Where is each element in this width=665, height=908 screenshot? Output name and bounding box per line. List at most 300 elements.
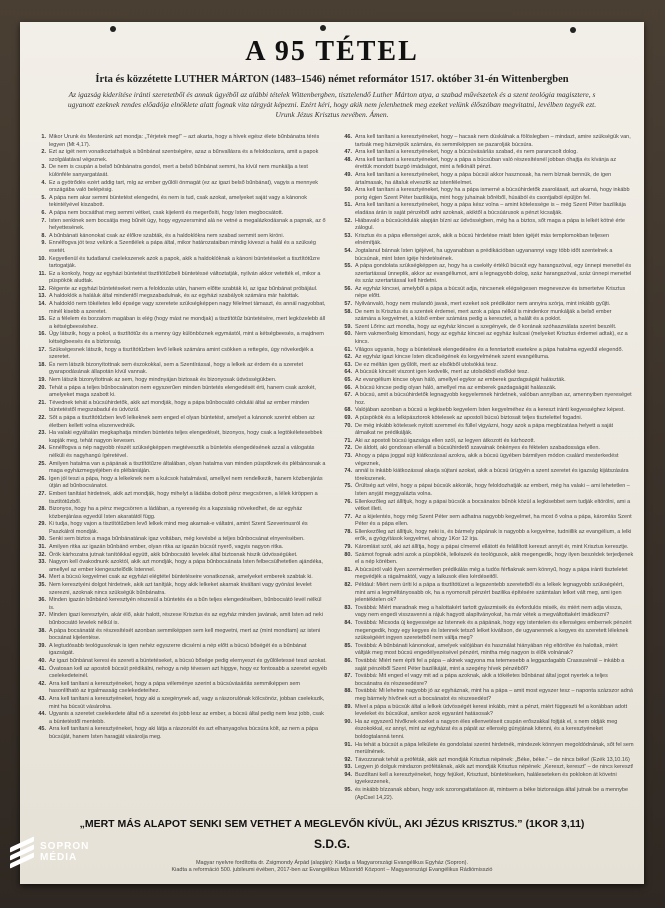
thesis-text: Minden igazán bűnbánó keresztyén részesül a büntetés és a bűn teljes elengedésében, bűnbocsátó levél nélkül is. — [49, 597, 322, 611]
thesis-number: 21. — [38, 399, 46, 406]
thesis-text: Arra kell tanítani a keresztyéneket, hogy ha a pápa ismerné a búcsúhirdetők zsarolásait, azt akarná, hogy inkább porig égjen Szent Péter bazilikája, mint hogy juhainak bőréből, húsából és csontjaiból épüljön fel. — [355, 187, 630, 201]
thesis-item — [338, 233, 634, 248]
thesis-number: 67. — [344, 392, 352, 399]
thesis-item — [338, 286, 634, 301]
thesis-number: 43. — [38, 695, 46, 702]
thesis-item — [338, 218, 634, 233]
thesis-item — [338, 453, 634, 468]
thesis-number: 84. — [344, 620, 352, 626]
thesis-text: Amilyen ritka az igazán bűnbánó ember, olyan ritka az igazán búcsút nyerő, vagyis nagyon ritka. — [49, 544, 284, 551]
thesis-text: Szent Lőrinc azt mondta, hogy az egyház kincsei a szegények, de ő korának szóhasználata szerint beszélt. — [355, 323, 617, 330]
thesis-number: 35. — [38, 582, 46, 589]
thesis-text: Nem keresztyéni dolgot hirdetnek, akik azt tanítják, hogy akik lelkeket akarnak kiváltani vagy gyónási levelet szerezni, azoknak nincs szükségük bűnbánatra. — [49, 582, 312, 596]
thesis-number: 63. — [344, 361, 352, 368]
thesis-text: De áldott, aki gondosan ellenáll a búcsúhirdető szavainak önkényes és féktelen szabadossága ellen. — [355, 445, 600, 452]
thesis-number: 14. — [38, 301, 46, 308]
thesis-item — [32, 658, 328, 666]
thesis-item — [338, 301, 634, 309]
thesis-text: A pápa nem bocsáthat meg semmi vétket, csak kijelenti és megerősíti, hogy Isten megbocsátott. — [49, 209, 284, 216]
thesis-text: Aki az apostoli búcsú igazsága ellen szól, az legyen átkozott és kárhozott. — [355, 437, 536, 444]
thesis-item — [338, 620, 634, 643]
thesis-text: A búcsúk kincsét viszont igen kedvelik, mert az utolsókból elsőkké tesz. — [355, 369, 529, 376]
thesis-item — [338, 248, 634, 263]
thesis-item — [32, 476, 328, 491]
thesis-number: 17. — [38, 346, 46, 353]
thesis-number: 77. — [344, 513, 352, 520]
thesis-item — [338, 347, 634, 355]
thesis-item — [32, 271, 328, 286]
thesis-item — [32, 559, 328, 574]
thesis-item — [338, 704, 634, 719]
thesis-text: És nem látszik bizonyítottnak sem észokokkal, sem a Szentírással, hogy a lelkek az érdem és a szeretet gyarapodásának állapotán kívül vannak. — [49, 361, 304, 376]
thesis-item — [32, 612, 328, 627]
pin-icon — [110, 26, 116, 32]
thesis-number: 5. — [41, 194, 46, 201]
thesis-item — [338, 719, 634, 742]
thesis-number: 2. — [41, 149, 46, 156]
thesis-number: 56. — [344, 285, 352, 292]
thesis-number: 46. — [344, 134, 352, 140]
thesis-number: 19. — [38, 377, 46, 383]
footer-line: Magyar nyelvre fordította dr. Zsigmondy Árpád (alapján): Kiadja a Magyarországi Evangélikus Egyház (Sopron). — [195, 860, 469, 866]
thesis-text: Az evangélium kincse olyan háló, amellyel egykor az emberek gazdagságát halászták. — [355, 377, 566, 383]
thesis-text: Hiábavaló a búcsúcédulák alapján bízni az üdvösségben, még ha a biztos, sőt maga a pápa is lelkét kötné érte zálogul. — [355, 217, 625, 232]
thesis-text: A püspökök és a lelkipásztorok kötelesek az apostoli búcsú biztosait teljes tisztelettel fogadni. — [355, 414, 583, 421]
thesis-text: Szükségesnek látszik, hogy a tisztítótűzben levő lelkek számára amint csökken a rettegés, úgy növekedjék a szeretet. — [49, 346, 314, 361]
thesis-number: 53. — [344, 232, 352, 239]
thesis-number: 78. — [344, 528, 352, 535]
thesis-text: Nyilvánvaló, hogy nem mulandó javak, mert ezeket sok prédikátor nem annyira szórja, mint inkább gyűjti. — [355, 301, 611, 308]
thesis-item — [32, 286, 328, 294]
thesis-item — [338, 354, 634, 362]
thesis-item — [338, 544, 634, 552]
thesis-number: 61. — [344, 346, 352, 353]
thesis-number: 50. — [344, 187, 352, 194]
thesis-item — [338, 643, 634, 658]
thesis-number: 83. — [344, 604, 352, 611]
thesis-number: 3. — [41, 164, 46, 171]
thesis-number: 10. — [38, 255, 46, 262]
thesis-item — [32, 195, 328, 210]
thesis-number: 52. — [344, 217, 352, 224]
thesis-number: 92. — [344, 756, 352, 763]
thesis-number: 55. — [344, 263, 352, 270]
thesis-text: Arra kell tanítani a keresztyéneket, hogy aki látja a rászorulót és azt elhanyagolva búcsúra költ, az nem a pápa búcsúját, hanem Isten haragját vásárolja meg. — [49, 726, 319, 740]
thesis-number: 81. — [344, 566, 352, 573]
thesis-text: A búcsú kincse pedig olyan háló, amellyel ma az emberek gazdagságát halásszák. — [355, 384, 557, 391]
thesis-text: De még inkább kötelesek nyitott szemmel és füllel vigyázni, hogy azok a pápa megbízatása helyett a saját álmaikat ne prédikálják. — [355, 422, 614, 437]
thesis-item — [338, 567, 634, 582]
thesis-text: A haldoklók a haláluk által mindentől megszabadulnak, és az egyházi szabályok számára már halottak. — [49, 293, 300, 300]
thesis-item — [32, 362, 328, 377]
thesis-item — [32, 681, 328, 696]
thesis-number: 85. — [344, 642, 352, 649]
thesis-text: De nem is Krisztus és a szentek érdemei, mert azok a pápa nélkül is mindenkor munkálják a belső ember számára a kegyelmet, a külső ember számára pedig a keresztet, a halált és a poklot. — [355, 308, 612, 323]
poster-intro: Az igazság kiderítése iránti szeretetből és annak ügyéből az alábbi tételek Wittenbergben, tisztelendő Luther Márton atya, a szabad művészetek és a szent teológia magisztere, s ugyanott ezeknek rendes előadója elnöklete alatt fognak vita tárgyát képezni. Ezért kéri, hogy akik nem jelenhetnek meg ezeket velünk élőszóban megvitatni, levélben tegyék ezt. Urunk Jézus Krisztus nevében. Ámen. — [67, 90, 597, 119]
thesis-item — [32, 180, 328, 195]
thesis-item — [338, 688, 634, 703]
thesis-text: Arra kell tanítani a keresztyéneket, hogy a pápa kész volna – amint kötelessége is – még Szent Péter bazilikája eladása árán is saját pénzéből adni azoknak, akiktől a búcsúárusok a pénzt kicsalják. — [355, 202, 626, 216]
thesis-item — [338, 324, 634, 332]
thesis-item — [32, 293, 328, 301]
pin-icon — [570, 27, 576, 33]
thesis-item — [32, 233, 328, 241]
thesis-text: Ellenkezőleg azt állítjuk, hogy a pápai búcsúk a bocsánatos bűnök közül a legkisebbet sem tudják eltörölni, ami a vétket illeti. — [355, 498, 631, 513]
thesis-text: Az egyház kincsei, amelyből a pápa a búcsút adja, nincsenek elégségesen megnevezve és ismertetve Krisztus népe előtt. — [355, 285, 626, 300]
thesis-number: 24. — [38, 445, 46, 452]
thesis-text: Mivel a pápa a búcsúk által a lelkek üdvösségét keresi inkább, mint a pénzt, miért függeszti fel a korábban adott leveleket és búcsúkat, amikor azok egyaránt hatásosak? — [355, 703, 628, 718]
thesis-text: Távozzanak tehát a próféták, akik azt mondják Krisztus népének: „Béke, béke.” – de nincs béke! (Ezék 13,10.16) — [355, 756, 630, 763]
thesis-text: Arra kell tanítani a keresztyéneket, hogy – hacsak nem dúskálnak a fölöslegben – mindazt, amire szükségük van, tartsák meg háznépük számára, és semmiképpen se pazarolják búcsúra. — [355, 134, 631, 148]
thesis-text: annál is inkább kiátkozással akarja sújtani azokat, akik a búcsú ürügyén a szent szeretet és igazság kijátszására törekszenek. — [355, 468, 629, 482]
thesis-item — [338, 362, 634, 370]
thesis-item — [32, 506, 328, 521]
thesis-text: Ahogy a pápa joggal sújt kiátkozással azokra, akik a búcsú ügyében bármilyen módon csalárd mesterkedést végeznek, — [355, 452, 619, 467]
thesis-text: Káromlást szól, aki azt állítja, hogy a pápai címerrel ellátott és felállított kereszt annyit ér, mint Krisztus keresztje. — [355, 544, 629, 551]
thesis-number: 45. — [38, 726, 46, 733]
thesis-item — [32, 347, 328, 362]
thesis-text: Bizonyos, hogy ha a pénz megcsörren a ládában, a nyereség és a kapzsiság növekedhet, de az egyház közbenjárása egyedül Isten akaratától függ. — [49, 506, 303, 520]
thesis-number: 69. — [344, 414, 352, 421]
thesis-text: Például: Miért nem üríti ki a pápa a tisztítótüzet a legszentebb szeretetből és a lelkek legnagyobb szükségéért, mint ami a legméltányosabb ok, ha a nyomorult pénzért bazilika építésére számtalan lelket vált meg, ami igen jelentéktelen ok? — [355, 582, 624, 604]
sopron-media-logo-icon — [8, 838, 36, 866]
thesis-item — [32, 377, 328, 385]
thesis-number: 37. — [38, 612, 46, 619]
thesis-item — [338, 331, 634, 346]
thesis-text: Óvatosan kell az apostoli búcsút prédikálni, nehogy a nép tévesen azt higgye, hogy ez fontosabb a szeretet egyéb cselekedeteinél. — [49, 665, 327, 680]
thesis-text: Ennélfogva jót tesz velünk a Szentlélek a pápa által, mikor határozataiban mindig kiveszi a halál és a szükség esetét. — [49, 240, 316, 254]
logo-line: MÉDIA — [40, 852, 78, 863]
thesis-number: 73. — [344, 452, 352, 459]
thesis-item — [338, 764, 634, 772]
thesis-text: Sőt a pápa a tisztítótűzben levő lelkeknek sem enged el olyan büntetést, amelyet a kánonok szerint ebben az életben kellett volna elszenvedniük. — [49, 414, 315, 429]
thesis-text: Ez a félelem és borzalom magában is elég (hogy mást ne mondjak) a tisztítótűz büntetésére, mert legközelebb áll a kétségbeeséshez. — [49, 316, 326, 330]
thesis-number: 51. — [344, 202, 352, 209]
thesis-item — [338, 499, 634, 514]
thesis-text: A pápa bocsánatát és részesítését azonban semmiképpen sem kell megvetni, mert az (mint mondtam) az isteni bocsánat kijelentése. — [49, 627, 321, 642]
thesis-item — [338, 438, 634, 446]
thesis-text: Ki tudja, hogy vajon a tisztítótűzben levő lelkek mind meg akarnak-e váltatni, amint Szent Szeverinusról és Paszkálról mondják. — [49, 521, 308, 535]
thesis-item — [338, 552, 634, 567]
scripture-quote: „MERT MÁS ALAPOT SENKI SEM VETHET A MEGLEVŐN KÍVÜL, AKI JÉZUS KRISZTUS.” (1KOR 3,11) — [79, 818, 585, 830]
thesis-text: Tehát a pápa a teljes bűnbocsánaton nem egyszerűen minden büntetés elengedését érti, hanem csak azokét, amelyeket maga szabott ki. — [49, 384, 316, 399]
thesis-text: Nem vakmerőség kimondani, hogy az egyház kincsei az egyház kulcsai (melyeket Krisztus érdemei adtak), ez a kincs. — [355, 331, 628, 346]
thesis-item — [32, 582, 328, 597]
thesis-number: 95. — [344, 787, 352, 794]
thesis-number: 39. — [38, 642, 46, 649]
thesis-number: 65. — [344, 377, 352, 383]
thesis-text: Továbbá: Miért maradnak meg a halottakért tartott gyászmisék és évfordulós misék, és miért nem adja vissza, vagy nem engedi visszavenni a rájuk hagyott alapítványokat, ha már vétek a megváltottakért imádkozni? — [355, 604, 623, 619]
thesis-text: Ez a gyötrődés ezért addig tart, míg az ember gyűlöli önmagát (ez az igazi belső bűnbánat), vagyis a mennyek országába való belépésig. — [49, 179, 319, 194]
thesis-text: Számot fognak adni azok a püspökök, lelkészek és teológusok, akik megengedik, hogy ilyen beszédek terjedjenek el a nép körében. — [355, 551, 634, 566]
thesis-text: A pápa nem akar semmi büntetést elengedni, és nem is tud, csak azokat, amelyeket saját vagy a kánonok tekintélyével kiszabott. — [49, 194, 308, 209]
thesis-item — [338, 392, 634, 407]
thesis-number: 41. — [38, 665, 46, 672]
thesis-number: 90. — [344, 718, 352, 725]
logo-line: SOPRON — [40, 841, 90, 852]
thesis-item — [32, 385, 328, 400]
thesis-text: Az a kijelentés, hogy még Szent Péter sem adhatna nagyobb kegyelmet, ha most ő volna a pápa, káromlás Szent Péter és a pápa ellen. — [355, 513, 632, 528]
thesis-text: Az igazi bűnbánat keresi és szereti a büntetéseket, a búcsú bősége pedig elernyeszt és gyűlöletessé teszi azokat. — [49, 657, 327, 664]
thesis-number: 28. — [38, 506, 46, 513]
thesis-item — [338, 369, 634, 377]
thesis-text: Kegyetlenül és tudatlanul cselekszenek azok a papok, akik a haldoklóknak a kánoni büntetéseket a tisztítótűzre tartogatják. — [49, 255, 320, 270]
thesis-text: Jogtalanul bánnak Isten igéjével, ha ugyanabban a prédikációban ugyanannyi vagy több időt szentelnek a búcsúnak, mint Isten igéje hirdetésének. — [355, 247, 613, 262]
thesis-number: 89. — [344, 703, 352, 710]
thesis-item — [32, 536, 328, 544]
thesis-number: 9. — [41, 240, 46, 247]
thesis-number: 34. — [38, 574, 46, 581]
thesis-item — [32, 521, 328, 536]
theses-column-right — [338, 134, 634, 801]
thesis-text: Továbbá: A bűnbánati kánonokat, amelyek valójában és használat hiányában rég eltörölve és halottak, miért váltják meg most búcsú engedélyezésével pénzért, mintha még nagyon is élők volnának? — [355, 642, 618, 657]
thesis-item — [32, 666, 328, 681]
thesis-number: 11. — [38, 270, 46, 277]
thesis-text: Arra kell tanítani a keresztyéneket, hogy a pápa véleménye szerint a búcsúvásárlás semmiképpen sem hasonlítható az irgalmasság cselekedeteihez. — [49, 680, 300, 695]
thesis-item — [338, 149, 634, 157]
thesis-number: 88. — [344, 688, 352, 695]
thesis-item — [338, 423, 634, 438]
thesis-item — [32, 210, 328, 218]
poster-footer — [80, 860, 584, 874]
thesis-number: 33. — [38, 559, 46, 566]
thesis-item — [338, 483, 634, 498]
thesis-number: 93. — [344, 764, 352, 771]
thesis-item — [32, 628, 328, 643]
pin-icon — [320, 25, 326, 31]
thesis-text: Igen jól teszi a pápa, hogy a lelkeknek nem a kulcsok hatalmával, amellyel nem rendelkezik, hanem közbenjárás útján ad bűnbocsánatot. — [49, 475, 323, 490]
thesis-item — [32, 711, 328, 726]
thesis-text: A búcsúról való ilyen szemérmetlen prédikálás még a tudós férfiaknak sem könnyű, hogy a pápa iránti tiszteletet megvédjék a rágalmaktól, vagy a laikusok éles kérdéseitől. — [355, 566, 628, 581]
thesis-number: 20. — [38, 384, 46, 391]
thesis-number: 58. — [344, 308, 352, 315]
thesis-number: 16. — [38, 331, 46, 338]
thesis-text: De nem is csupán a belső bűnbánatra gondol, mert a belső bűnbánat semmi, ha kívül nem munkálja a test különféle sanyargatását. — [49, 164, 308, 178]
thesis-number: 12. — [38, 285, 46, 292]
thesis-number: 79. — [344, 544, 352, 551]
thesis-number: 26. — [38, 475, 46, 482]
thesis-text: Arra kell tanítani a keresztyéneket, hogy aki a szegénynek ad, vagy a rászorulónak kölcsönöz, jobban cselekszik, mint ha búcsút vásárolna. — [49, 695, 325, 710]
thesis-number: 71. — [344, 437, 352, 444]
thesis-text: A haldokló nem tökéletes lelki épsége vagy szeretete szükségképpen nagy félelmet támaszt, és annál nagyobbat, minél kisebb a szeretet. — [49, 301, 326, 315]
thesis-item — [338, 658, 634, 673]
thesis-text: Legyen jó dolguk mindazon prófétáknak, akik azt mondják Krisztus népének: „Kereszt, kereszt” – de nincs kereszt! — [355, 764, 634, 771]
thesis-item — [32, 331, 328, 346]
thesis-item — [338, 202, 634, 217]
sopron-media-logo — [8, 838, 89, 866]
thesis-number: 66. — [344, 384, 352, 391]
thesis-item — [32, 149, 328, 164]
thesis-number: 48. — [344, 156, 352, 163]
thesis-number: 57. — [344, 301, 352, 308]
thesis-item — [32, 491, 328, 506]
thesis-number: 25. — [38, 460, 46, 467]
thesis-number: 54. — [344, 247, 352, 254]
thesis-item — [338, 757, 634, 765]
theses-poster — [20, 22, 644, 884]
thesis-number: 27. — [38, 490, 46, 497]
thesis-text: Régente az egyházi büntetéseket nem a feloldozás után, hanem előtte szabták ki, az igaz bűnbánat próbájául. — [49, 285, 318, 292]
thesis-number: 40. — [38, 657, 46, 664]
thesis-number: 6. — [41, 209, 46, 216]
thesis-item — [32, 430, 328, 445]
thesis-item — [32, 552, 328, 560]
poster-title: A 95 TÉTEL — [245, 36, 419, 67]
thesis-text: Örök kárhozatra jutnak tanítóikkal együtt, akik bűnbocsátó levelek által biztosnak hiszik üdvösségüket. — [49, 551, 298, 558]
thesis-text: Arra kell tanítani a keresztyéneket, hogy a pápa a búcsúban való részesítésnél jobban óhajtja és kívánja az érettük mondott buzgó imádságot, mint a felkínált pénzt. — [355, 156, 617, 171]
thesis-text: Ennélfogva a nép nagyobb részét szükségképpen megtévesztik a büntetés elengedésének azzal a válogatás nélküli és nagyhangú ígéretével. — [49, 445, 315, 459]
thesis-number: 23. — [38, 430, 46, 437]
thesis-text: és inkább bízzanak abban, hogy sok szorongattatáson át, mintsem a béke biztonsága által jutnak be a mennybe (ApCsel 14,22). — [355, 787, 629, 801]
thesis-number: 68. — [344, 407, 352, 414]
thesis-number: 60. — [344, 331, 352, 338]
thesis-number: 44. — [38, 711, 46, 718]
theses-column-left — [32, 134, 328, 794]
thesis-number: 70. — [344, 422, 352, 429]
thesis-number: 32. — [38, 551, 46, 558]
thesis-item — [32, 301, 328, 316]
thesis-item — [32, 218, 328, 233]
thesis-text: Arra kell tanítani a keresztyéneket, hogy a pápa búcsúi akkor hasznosak, ha nem bíznak bennük, de igen ártalmasak, ha általuk elvesztik az istenfélelmet. — [355, 171, 612, 186]
thesis-item — [338, 673, 634, 688]
thesis-item — [338, 787, 634, 802]
thesis-text: De ez méltán igen gyűlölt, mert az elsőkből utolsókká tesz. — [355, 361, 498, 368]
thesis-number: 64. — [344, 369, 352, 376]
thesis-number: 80. — [344, 551, 352, 558]
thesis-item — [338, 529, 634, 544]
thesis-text: Buzdítani kell a keresztyéneket, hogy fejüket, Krisztust, büntetéseken, haláleseteken és poklokon át követni igyekezzenek, — [355, 771, 617, 786]
thesis-text: A pápa gondolata szükségképpen az, hogy ha a csekély értékű búcsút egy harangszóval, egy ünnepi menettel és szertartással ünneplik, akkor az evangéliumot, ami a legnagyobb dolog, száz harangszóval, száz ünnepi menettel és száz szertartással kell hirdetni. — [355, 263, 632, 285]
thesis-number: 36. — [38, 597, 46, 604]
thesis-number: 59. — [344, 323, 352, 330]
thesis-text: Ha az egyszerű hívőknek ezeket a nagyon éles ellenvetéseit csupán erőszakkal fojtják el, s nem oldják meg észokokkal, ez annyi, mint az egyházat és a pápát az ellenség gúnyjának kitenni, és a keresztyéneket boldogtalanná tenni. — [355, 718, 618, 740]
thesis-number: 91. — [344, 741, 352, 748]
thesis-item — [32, 240, 328, 255]
thesis-number: 87. — [344, 673, 352, 680]
thesis-item — [338, 187, 634, 202]
thesis-number: 22. — [38, 414, 46, 421]
thesis-number: 18. — [38, 361, 46, 368]
thesis-text: Amilyen hatalma van a pápának a tisztítótűzre általában, olyan hatalma van minden püspöknek és plébánosnak a maga egyházmegyéjében és plébániáján. — [49, 460, 326, 475]
thesis-number: 8. — [41, 232, 46, 239]
thesis-text: Isten senkinek sem bocsátja meg bűnét úgy, hogy egyszersmind alá ne vetné a megalázkodásnak a papnak, az ő helyettesének. — [49, 217, 326, 232]
thesis-number: 13. — [38, 293, 46, 300]
thesis-text: A bűnbánati kánonokat csak az élőkre szabták, és a haldoklókra nem szabad semmit sem kiróni. — [49, 232, 285, 239]
thesis-item — [32, 256, 328, 271]
thesis-item — [338, 772, 634, 787]
thesis-number: 7. — [41, 217, 46, 224]
thesis-text: Az egyház igazi kincse Isten dicsőségének és kegyelmének szent evangéliuma. — [355, 354, 550, 361]
closing-sdg: S.D.G. — [313, 837, 350, 851]
thesis-number: 76. — [344, 498, 352, 505]
thesis-item — [338, 605, 634, 620]
thesis-text: Mert a búcsú kegyelmei csak az egyházi elégtétel büntetéseire vonatkoznak, amelyeket emberek szabtak ki. — [49, 574, 313, 581]
thesis-number: 94. — [344, 771, 352, 778]
thesis-item — [338, 415, 634, 423]
thesis-item — [32, 400, 328, 415]
thesis-item — [32, 597, 328, 612]
thesis-number: 15. — [38, 316, 46, 323]
thesis-item — [338, 157, 634, 172]
thesis-number: 38. — [38, 627, 46, 634]
thesis-text: Ez a konkoly, hogy az egyházi büntetést tisztítótűzbeli büntetéssé változtatják, nyilván akkor vetették el, mikor a püspökök aludtak. — [49, 270, 321, 285]
thesis-item — [338, 385, 634, 393]
thesis-text: Nem látszik bizonyítottnak az sem, hogy mindnyájan biztosak és bizonyosak üdvösségükben. — [49, 377, 277, 383]
thesis-item — [338, 514, 634, 529]
thesis-item — [32, 574, 328, 582]
thesis-item — [338, 377, 634, 385]
thesis-item — [338, 309, 634, 324]
thesis-item — [338, 445, 634, 453]
thesis-text: Senki sem biztos a maga bűnbánatának igaz voltában, még kevésbé a teljes bűnbocsánat elnyerésében. — [49, 536, 305, 543]
thesis-text: Ugyanis a szeretet cselekedete által nő a szeretet és jobb lesz az ember, a búcsú által pedig nem lesz jobb, csak a büntetéstől mentebb. — [49, 711, 324, 725]
thesis-text: Világos ugyanis, hogy a büntetések elengedésére és a fenntartott esetekre a pápa hatalma egyedül elegendő. — [355, 346, 624, 353]
thesis-item — [338, 172, 634, 187]
thesis-item — [32, 134, 328, 149]
thesis-item — [338, 134, 634, 149]
thesis-text: Valójában azonban a búcsú a legkisebb kegyelem Isten kegyelméhez és a kereszt iránti kegyességhez képest. — [355, 407, 625, 414]
thesis-text: Továbbá: Miért nem építi fel a pápa – akinek vagyona ma tetemesebb a leggazdagabb Crassusénál – inkább a saját pénzéből Szent Péter bazilikáját, mint a szegény hívek pénzéből? — [355, 657, 625, 672]
thesis-text: Ellenkezőleg azt állítjuk, hogy neki is, és bármely pápának is nagyobb a kegyelme, tudniillik az evangélium, a lelki erők, a gyógyítások kegyelmei, ahogy 1Kor 12 írja. — [355, 528, 632, 543]
poster-subtitle: Írta és közzétette LUTHER MÁRTON (1483–1546) német reformátor 1517. október 31-én Wittenbergben — [95, 74, 569, 85]
thesis-item — [338, 582, 634, 605]
thesis-item — [338, 407, 634, 415]
footer-line: Kiadta a reformáció 500. jubileumi évében, 2017-ben az Evangélikus Műsoridő Központ – Magyarországi Evangélikus Rádiómisszió — [171, 867, 493, 873]
thesis-number: 62. — [344, 354, 352, 361]
thesis-text: Ezt az igét nem vonatkoztathatjuk a bűnbánat szentségére, azaz a bűnvallásra és a feloldozásra, amit a papok szolgálatával végeznek. — [49, 149, 319, 163]
thesis-item — [32, 544, 328, 552]
thesis-text: Emberi tanítást hirdetnek, akik azt mondják, hogy mihelyt a ládába dobott pénz megcsörren, a lélek kiröppen a tisztítótűzből. — [49, 490, 318, 505]
thesis-text: Őrültség azt vélni, hogy a pápai búcsúk akkorák, hogy feloldozhatják az embert, még ha valaki – ami lehetetlen – Isten anyját meggyalázta volna. — [355, 483, 630, 497]
thesis-item — [32, 643, 328, 658]
thesis-number: 86. — [344, 657, 352, 664]
thesis-number: 47. — [344, 149, 352, 156]
thesis-number: 82. — [344, 582, 352, 589]
thesis-item — [32, 445, 328, 460]
thesis-number: 29. — [38, 521, 46, 528]
thesis-number: 1. — [41, 134, 46, 140]
thesis-item — [32, 316, 328, 331]
thesis-text: Krisztus és a pápa ellenségei azok, akik a búcsú hirdetése miatt Isten igéjét más templomokban teljesen elnémítják. — [355, 232, 610, 247]
thesis-text: Továbbá: Micsoda új kegyessége az Istennek és a pápának, hogy egy istentelen és ellenséges embernek pénzért megengedik, hogy egy kegyes és Istennek tetsző lelket kiváltson, de ugyanennek a kegyes és szeretett léleknek szükségéért ingyen szeretetből nem váltja meg? — [355, 620, 632, 642]
thesis-item — [338, 263, 634, 286]
thesis-item — [32, 415, 328, 430]
thesis-text: Arra kell tanítani a keresztyéneket, hogy a búcsúvásárlás szabad, és nem parancsolt dolog. — [355, 149, 578, 156]
thesis-item — [338, 742, 634, 757]
thesis-text: Továbbá: Mi lehetne nagyobb jó az egyháznak, mint ha a pápa – amit most egyszer tesz – naponta százszor adná meg bármely hívőnek ezt a bocsánatot és részesedést? — [355, 688, 633, 702]
thesis-text: Minden igazi keresztyén, akár élő, akár halott, részese Krisztus és az egyház minden javának, amit Isten ad neki bűnbocsátó levelek nélkül is. — [49, 612, 323, 626]
thesis-item — [32, 164, 328, 179]
thesis-text: Úgy látszik, hogy a pokol, a tisztítótűz és a menny úgy különböznek egymástól, mint a kétségbeesés, a majdnem kétségbeesés és a biztonság. — [49, 331, 324, 346]
thesis-text: Továbbá: Mit enged el vagy mit ad a pápa azoknak, akik a tökéletes bűnbánat által jogot nyertek a teljes bocsánatra és részesedésre? — [355, 673, 608, 687]
thesis-item — [338, 468, 634, 483]
thesis-item — [32, 696, 328, 711]
thesis-number: 31. — [38, 544, 46, 551]
thesis-text: A legtudósabb teológusoknak is igen nehéz egyszerre dicsérni a nép előtt a búcsú bőségét és a bűnbánat igazságát. — [49, 642, 307, 657]
thesis-number: 72. — [344, 445, 352, 452]
thesis-text: Nagyon kell óvakodnunk azoktól, akik azt mondják, hogy a pápa bűnbocsánata Isten felbecsülhetetlen ajándéka, amellyel az ember kiengesztelődik Istennel. — [49, 559, 323, 573]
thesis-text: Ha valaki egyáltalán megkaphatja minden büntetés teljes elengedését, bizonyos, hogy csak a legtökéletesebbek kapják meg, tehát nagyon kevesen. — [49, 430, 323, 444]
thesis-number: 75. — [344, 483, 352, 490]
thesis-text: Ha tehát a búcsút a pápa lelkülete és gondolatai szerint hirdetnék, mindezek könnyen megoldódnának, sőt fel sem merülnének. — [355, 741, 634, 756]
thesis-number: 49. — [344, 171, 352, 178]
thesis-item — [32, 461, 328, 476]
thesis-number: 74. — [344, 468, 352, 475]
thesis-text: Tévednek tehát a búcsúhirdetők, akik azt mondják, hogy a pápa bűnbocsátó cédulái által az ember minden büntetéstől megszabadul és üdvözül. — [49, 399, 310, 414]
thesis-text: A búcsú, amit a búcsúhirdetők legnagyobb kegyelemnek hirdetnek, valóban annyiban az, amennyiben nyereséget hoz. — [355, 392, 632, 406]
thesis-number: 4. — [41, 179, 46, 186]
thesis-item — [32, 726, 328, 741]
